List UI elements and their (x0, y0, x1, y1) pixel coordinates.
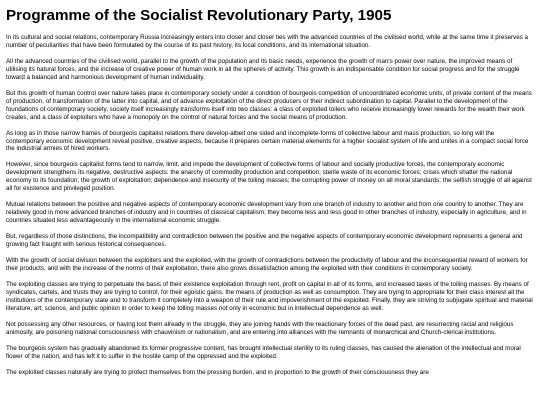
paragraph: In its cultural and social relations, contemporary Russia increasingly enters into closer and closer ties with the advanced countries of the civilised world, while at the same time it preserves a number of peculiarities that have been formulated by the course of its past history, its local conditions, and its international situation. (6, 34, 529, 49)
paragraph: The exploited classes naturally are trying to protect themselves from the pressing burden, and in proportion to the growth of their consciousness they are (6, 368, 429, 376)
paragraph: Not possessing any other resources, or having lost them already in the struggle, they are joining hands with the reactionary forces of the dead past, are resurrecting racial and religious animosity, are poisoning national consciousness with chauvinism or nationalism, and are entering into alliances with the remnants of monarchical and Church-clerical institutions. (6, 320, 514, 336)
paragraph: With the growth of social division between the exploiters and the exploited, with the growth of contradictions between the productivity of labour and the inconsequential reward of workers for their products, and with the increase of the norms of their exploitation, there also grows dissatisfaction among the exploited with their conditions in contemporary society. (6, 257, 528, 272)
paragraph: Mutual relations between the positive and negative aspects of contemporary economic development vary from one branch of industry to another and from one country to another. They are relatively good in more advanced branches of industry and in countries of classical capitalism; they become less and less good in other branches of industry, especially in agriculture, and in countries situated less advantageously in the international economic struggle. (6, 201, 527, 225)
paragraph: As long as in those narrow frames of bourgeois capitalist relations there develop-albeit one sided and incomplete-forms of collective labour and mass production, so long will the contemporary economic development reveal positive, creative aspects, because it prepares certain material elements for a higher socialist system of life and unites in a compact social force the industrial armies of hired workers. (6, 129, 529, 153)
paragraph: The exploiting classes are trying to perpetuate the basis of their existence exploitation through rent, profit on capital in all of its forms, and increased taxes of the toiling masses. By means of syndicates, cartels, and trusts they are trying to control, for their egoistic gains, the means of production as well as consumption. They are trying to appropriate for their class interest all the institutions of the contemporary state and to transform it completely into a weapon of their rule and impoverishment of the exploited. Finally, they are striving to subjugate spiritual and material literature, art, science, and public opinion in order to keep the toiling masses not only in economic but in intellectual dependence as well. (6, 280, 533, 312)
document-body (6, 34, 534, 377)
paragraph: But, regardless of those distinctions, the incompatibility and contradiction between the positive and the negative aspects of contemporary economic development represents a general and growing fact fraught with serious historical consequences. (6, 233, 523, 249)
paragraph: However, since bourgeois capitalist forms tend to narrow, limit, and impede the development of collective forms of labour and socially productive forces, the contemporary economic development strengthens its negative, destructive aspects: the anarchy of commodity production and competition; sterile waste of its economic forces; crises which shatter the national economy to its foundation; the growth of exploitation; dependence and insecurity of the toiling masses; the corrupting power of money on all moral standards; the selfish struggle of all against all for existence and privileged position. (6, 161, 532, 193)
page-title: Programme of the Socialist Revolutionary Party, 1905 (6, 7, 392, 24)
paragraph: All the advanced countries of the civilised world, parallel to the growth of the population and its basic needs, experience the growth of man's power over nature, the improved means of utilising its natural forces, and the increase of creative power of human work in all the spheres of activity. This growth is an indispensable condition for social progress and for the struggle toward a balanced and harmonious development of human individuality. (6, 57, 520, 81)
paragraph: But this growth of human control over nature takes place in contemporary society under a condition of bourgeois competition of uncoordinated economic units, of private content of the means of production, of transformation of the latter into capital, and of advance exploitation of the direct producers or their indirect subordination to capital. Parallel to the development of the foundations of contemporary society, society itself increasingly transforms itself into two classes: a class of exploited toilers who receive increasingly lower rewards for the wealth their work creates, and a class of exploiters who have a monopoly on the control of natural forces and the social means of production. (6, 89, 532, 121)
paragraph: The bourgeois system has gradually abandoned its former progressive content, has brought intellectual sterility to its ruling classes, has caused the alienation of the intellectual and moral flower of the nation, and has left it to suffer in the hostile camp of the oppressed and the exploited. (6, 344, 521, 360)
